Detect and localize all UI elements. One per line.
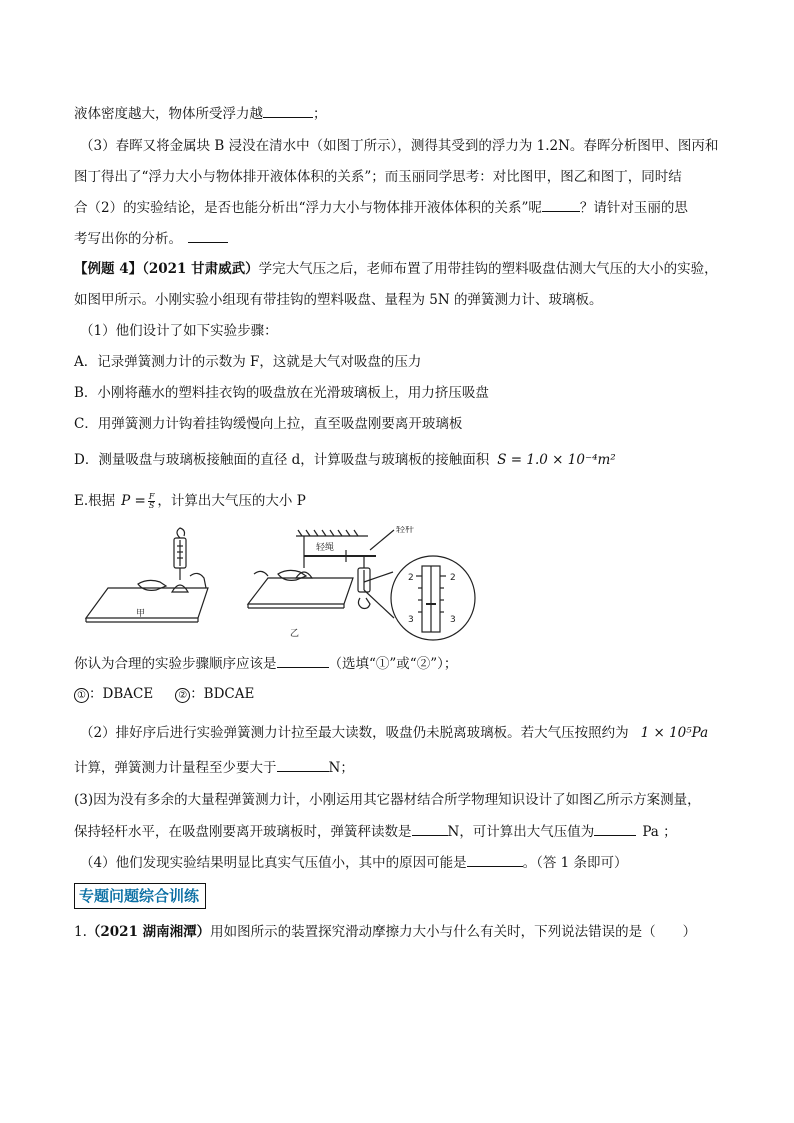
text-line: （2）排好序后进行实验弹簧测力计拉至最大读数，吸盘仍未脱离玻璃板。若大气压按照约为 1 × 10⁵Pa (80, 725, 709, 741)
section-title: 专题问题综合训练 (74, 883, 206, 909)
answer-blank[interactable] (412, 822, 448, 836)
step-d: D．测量吸盘与玻璃板接触面的直径 d，计算吸盘与玻璃板的接触面积 S = 1.0 × 10⁻⁴m² (74, 452, 616, 468)
pressure-formula: 1 × 10⁵Pa (640, 725, 709, 741)
fraction: $\frac{F}{S}$ (148, 492, 155, 510)
label-qinggan: 轻杆 (396, 526, 415, 535)
answer-blank[interactable] (277, 758, 329, 772)
text-line: 考写出你的分析。 (74, 229, 228, 248)
step-a: A．记录弹簧测力计的示数为 F，这就是大气对吸盘的压力 (74, 354, 422, 370)
step-c: C．用弹簧测力计钩着挂钩缓慢向上拉，直至吸盘刚要离开玻璃板 (74, 416, 463, 432)
option-1-mark: ① (74, 688, 89, 703)
text-line: 图丁得出了“浮力大小与物体排开液体体积的关系”；而玉丽同学思考：对比图甲，图乙和图丁，同时结 (74, 169, 682, 185)
text-line: (3)因为没有多余的大量程弹簧测力计，小刚运用其它器材结合所学物理知识设计了如图乙所示方案测量， (74, 792, 701, 808)
scale-label: 2 (450, 573, 456, 583)
question-1: 1.（2021 湖南湘潭）用如图所示的装置探究滑动摩擦力大小与什么有关时，下列说法错误的是（ ） (74, 924, 697, 940)
text-line: （1）他们设计了如下实验步骤： (80, 323, 278, 339)
text-line: 合（2）的实验结论，是否也能分析出“浮力大小与物体排开液体体积的关系”呢 ？请针对玉丽的思 (74, 200, 688, 216)
figure-jia (86, 528, 208, 622)
answer-blank[interactable] (263, 104, 313, 118)
answer-blank[interactable] (542, 198, 580, 212)
scale-label: 2 (408, 573, 414, 583)
options-line: ① ：DBACE ② ：BDCAE (74, 685, 254, 703)
figure-yi (248, 530, 475, 640)
answer-blank[interactable] (277, 654, 329, 668)
text-line: 如图甲所示。小刚实验小组现有带挂钩的塑料吸盘、量程为 5N 的弹簧测力计、玻璃板。 (74, 292, 603, 308)
area-formula: S = 1.0 × 10⁻⁴m² (497, 452, 616, 468)
scale-label: 3 (450, 615, 456, 625)
text-line: 保持轻杆水平，在吸盘刚要离开玻璃板时，弹簧秤读数是 N，可计算出大气压值为 Pa ； (74, 824, 677, 840)
answer-blank[interactable] (594, 822, 636, 836)
example-heading: 【例题 4】（2021 甘肃威武）学完大气压之后，老师布置了用带挂钩的塑料吸盘估测大气压的大小的实验， (74, 261, 718, 277)
label-jia: 甲 (136, 609, 146, 619)
label-qingsheng: 轻绳 (316, 543, 335, 553)
text-line: （4）他们发现实验结果明显比真实气压值小，其中的原因可能是 。（答 1 条即可） (80, 855, 628, 871)
text-line: （3）春晖又将金属块 B 浸没在清水中（如图丁所示），测得其受到的浮力为 1.2N。春晖分析图甲、图丙和 (80, 138, 719, 154)
answer-blank[interactable] (467, 853, 523, 867)
step-e: E.根据 P = $\frac{F}{S}$ ，计算出大气压的大小 P (74, 492, 306, 510)
experiment-figure (78, 526, 478, 642)
step-b: B．小刚将蘸水的塑料挂衣钩的吸盘放在光滑玻璃板上，用力挤压吸盘 (74, 385, 489, 401)
answer-blank[interactable] (188, 229, 228, 243)
text-line: 计算，弹簧测力计量程至少要大于 N； (74, 760, 354, 776)
text-line: 你认为合理的实验步骤顺序应该是 （选填“①”或“②”）； (74, 656, 458, 672)
label-yi: 乙 (290, 629, 300, 639)
scale-label: 3 (408, 615, 414, 625)
text-line: 液体密度越大，物体所受浮力越 ； (74, 106, 327, 122)
option-2-mark: ② (175, 688, 190, 703)
